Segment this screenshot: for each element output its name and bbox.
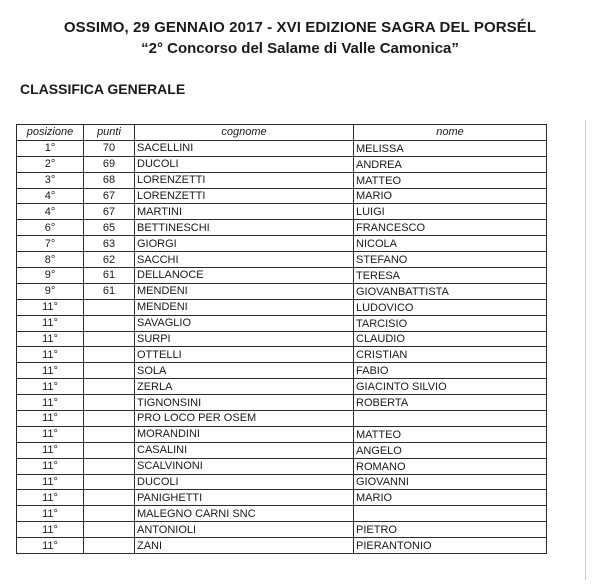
cell-posizione: 11° xyxy=(17,458,84,474)
cell-cognome: MALEGNO CARNI SNC xyxy=(135,506,354,522)
table-row xyxy=(17,220,547,236)
table-row xyxy=(17,522,547,538)
cell-nome: PIERANTONIO xyxy=(354,538,547,554)
cell-punti xyxy=(84,442,135,458)
cell-punti: 67 xyxy=(84,188,135,204)
cell-punti: 67 xyxy=(84,204,135,220)
table-row xyxy=(17,363,547,379)
column-header-punti: punti xyxy=(84,125,135,141)
cell-cognome: PANIGHETTI xyxy=(135,490,354,506)
cell-nome: MELISSA xyxy=(354,140,547,156)
cell-punti: 61 xyxy=(84,283,135,299)
cell-punti xyxy=(84,458,135,474)
table-row xyxy=(17,506,547,522)
cell-cognome: LORENZETTI xyxy=(135,172,354,188)
cell-punti xyxy=(84,411,135,427)
table-row xyxy=(17,395,547,411)
cell-punti xyxy=(84,522,135,538)
cell-punti xyxy=(84,331,135,347)
cell-nome: GIOVANNI xyxy=(354,474,547,490)
cell-punti xyxy=(84,299,135,315)
cell-nome xyxy=(354,506,547,522)
column-header-nome: nome xyxy=(354,125,547,141)
ranking-table-body xyxy=(17,140,547,553)
cell-nome: MARIO xyxy=(354,490,547,506)
cell-posizione: 11° xyxy=(17,411,84,427)
cell-posizione: 9° xyxy=(17,268,84,284)
table-row xyxy=(17,252,547,268)
cell-punti xyxy=(84,379,135,395)
cell-nome: MATTEO xyxy=(354,426,547,442)
cell-posizione: 11° xyxy=(17,522,84,538)
document-title: OSSIMO, 29 GENNAIO 2017 - XVI EDIZIONE SAGRA DEL PORSÉL xyxy=(63,19,537,36)
table-row xyxy=(17,490,547,506)
cell-punti xyxy=(84,363,135,379)
cell-posizione: 11° xyxy=(17,395,84,411)
cell-nome: ROMANO xyxy=(354,458,547,474)
cell-nome xyxy=(354,411,547,427)
table-row xyxy=(17,474,547,490)
cell-posizione: 11° xyxy=(17,538,84,554)
cell-punti xyxy=(84,315,135,331)
cell-cognome: SCALVINONI xyxy=(135,458,354,474)
cell-cognome: ZERLA xyxy=(135,379,354,395)
cell-posizione: 11° xyxy=(17,299,84,315)
cell-cognome: CASALINI xyxy=(135,442,354,458)
document-subtitle: “2° Concorso del Salame di Valle Camonica” xyxy=(141,40,459,57)
cell-cognome: SURPI xyxy=(135,331,354,347)
cell-posizione: 11° xyxy=(17,490,84,506)
cell-punti xyxy=(84,538,135,554)
cell-cognome: SACELLINI xyxy=(135,140,354,156)
table-row xyxy=(17,347,547,363)
cell-posizione: 11° xyxy=(17,426,84,442)
cell-nome: CRISTIAN xyxy=(354,347,547,363)
table-row xyxy=(17,172,547,188)
cell-posizione: 11° xyxy=(17,315,84,331)
cell-nome: TARCISIO xyxy=(354,315,547,331)
cell-nome: ROBERTA xyxy=(354,395,547,411)
cell-cognome: SOLA xyxy=(135,363,354,379)
cell-posizione: 2° xyxy=(17,156,84,172)
cell-cognome: PRO LOCO PER OSEM xyxy=(135,411,354,427)
cell-posizione: 6° xyxy=(17,220,84,236)
cell-cognome: LORENZETTI xyxy=(135,188,354,204)
cell-cognome: MORANDINI xyxy=(135,426,354,442)
column-header-cognome: cognome xyxy=(135,125,354,141)
cell-punti: 70 xyxy=(84,140,135,156)
column-header-posizione: posizione xyxy=(17,125,84,141)
cell-posizione: 3° xyxy=(17,172,84,188)
cell-punti xyxy=(84,426,135,442)
cell-punti: 61 xyxy=(84,268,135,284)
cell-punti: 62 xyxy=(84,252,135,268)
cell-punti: 63 xyxy=(84,236,135,252)
table-row xyxy=(17,411,547,427)
cell-posizione: 11° xyxy=(17,331,84,347)
cell-posizione: 4° xyxy=(17,188,84,204)
cell-cognome: TIGNONSINI xyxy=(135,395,354,411)
cell-punti: 65 xyxy=(84,220,135,236)
cell-posizione: 11° xyxy=(17,474,84,490)
table-row xyxy=(17,140,547,156)
cell-nome: LUDOVICO xyxy=(354,299,547,315)
cell-cognome: SAVAGLIO xyxy=(135,315,354,331)
table-row xyxy=(17,426,547,442)
table-row xyxy=(17,156,547,172)
cell-nome: NICOLA xyxy=(354,236,547,252)
cell-cognome: ANTONIOLI xyxy=(135,522,354,538)
cell-punti xyxy=(84,395,135,411)
cell-posizione: 11° xyxy=(17,442,84,458)
table-row xyxy=(17,538,547,554)
cell-nome: FABIO xyxy=(354,363,547,379)
cell-posizione: 9° xyxy=(17,283,84,299)
table-row xyxy=(17,268,547,284)
cell-nome: MATTEO xyxy=(354,172,547,188)
cell-nome: TERESA xyxy=(354,268,547,284)
cell-nome: GIOVANBATTISTA xyxy=(354,283,547,299)
cell-punti xyxy=(84,506,135,522)
cell-cognome: MENDENI xyxy=(135,283,354,299)
table-row xyxy=(17,442,547,458)
cell-posizione: 7° xyxy=(17,236,84,252)
cell-nome: ANGELO xyxy=(354,442,547,458)
table-row xyxy=(17,283,547,299)
cell-posizione: 8° xyxy=(17,252,84,268)
cell-cognome: MENDENI xyxy=(135,299,354,315)
table-row xyxy=(17,299,547,315)
table-row xyxy=(17,331,547,347)
cell-posizione: 11° xyxy=(17,379,84,395)
table-row xyxy=(17,315,547,331)
cell-cognome: ZANI xyxy=(135,538,354,554)
cell-cognome: BETTINESCHI xyxy=(135,220,354,236)
cell-punti xyxy=(84,474,135,490)
cell-punti: 68 xyxy=(84,172,135,188)
cell-posizione: 1° xyxy=(17,140,84,156)
cell-nome: GIACINTO SILVIO xyxy=(354,379,547,395)
ranking-table xyxy=(16,124,547,554)
table-row xyxy=(17,458,547,474)
table-row xyxy=(17,236,547,252)
table-row xyxy=(17,188,547,204)
section-title: CLASSIFICA GENERALE xyxy=(20,81,186,97)
cell-punti xyxy=(84,347,135,363)
cell-nome: LUIGI xyxy=(354,204,547,220)
cell-nome: CLAUDIO xyxy=(354,331,547,347)
cell-cognome: OTTELLI xyxy=(135,347,354,363)
scan-edge-line xyxy=(585,120,586,580)
cell-cognome: GIORGI xyxy=(135,236,354,252)
cell-posizione: 11° xyxy=(17,347,84,363)
cell-nome: STEFANO xyxy=(354,252,547,268)
cell-cognome: MARTINI xyxy=(135,204,354,220)
cell-cognome: DELLANOCE xyxy=(135,268,354,284)
cell-cognome: SACCHI xyxy=(135,252,354,268)
cell-nome: ANDREA xyxy=(354,156,547,172)
cell-punti: 69 xyxy=(84,156,135,172)
cell-nome: MARIO xyxy=(354,188,547,204)
cell-posizione: 11° xyxy=(17,363,84,379)
cell-posizione: 4° xyxy=(17,204,84,220)
cell-cognome: DUCOLI xyxy=(135,156,354,172)
cell-nome: FRANCESCO xyxy=(354,220,547,236)
cell-cognome: DUCOLI xyxy=(135,474,354,490)
cell-nome: PIETRO xyxy=(354,522,547,538)
table-header-row xyxy=(17,125,547,141)
cell-punti xyxy=(84,490,135,506)
cell-posizione: 11° xyxy=(17,506,84,522)
table-row xyxy=(17,379,547,395)
table-row xyxy=(17,204,547,220)
